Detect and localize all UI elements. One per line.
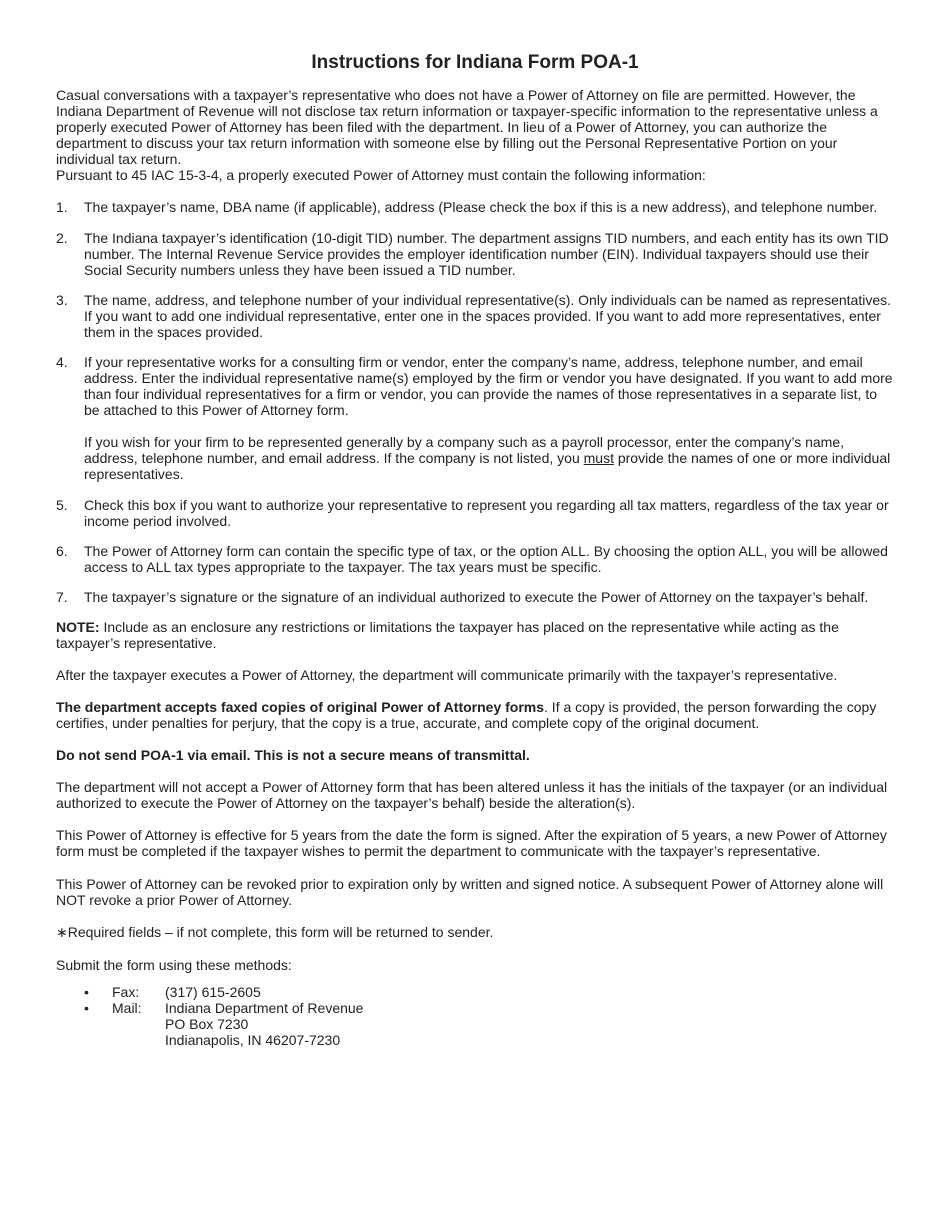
mail-address-line-2: PO Box 7230 [165, 1016, 249, 1032]
mail-address-line-3: Indianapolis, IN 46207-7230 [165, 1032, 341, 1048]
note-label: NOTE: [56, 619, 100, 635]
pursuant-paragraph: Pursuant to 45 IAC 15-3-4, a properly executed Power of Attorney must contain the following information: [56, 167, 706, 183]
note-paragraph: NOTE: Include as an enclosure any restrictions or limitations the taxpayer has placed on the representative while acting as the taxpayer’s representative. [56, 619, 839, 651]
altered-paragraph: The department will not accept a Power of Attorney form that has been altered unless it has the initials of the taxpayer (or an individual authorized to execute the Power of Attorney on the taxpayer’s behalf) beside the alteration(s). [56, 779, 888, 811]
intro-paragraph: Casual conversations with a taxpayer’s representative who does not have a Power of Attorney on file are permitted. However, the Indiana Department of Revenue will not disclose tax return information or taxpayer-specific information to the representative unless a properly executed Power of Attorney has been filed with the department. In lieu of a Power of Attorney, you can authorize the department to discuss your tax return information with someone else by filling out the Personal Representative Portion on your individual tax return. [56, 87, 878, 167]
list-item-4-sub [56, 434, 896, 482]
mail-label: Mail: [112, 1000, 142, 1016]
submit-heading: Submit the form using these methods: [56, 957, 292, 973]
bullet-icon: • [84, 984, 89, 1000]
list-item-5 [56, 497, 896, 529]
list-item-text: The name, address, and telephone number of your individual representative(s). Only individuals can be named as representatives. If you want to add one individual representative, enter one in the spaces provided. If you want to add more representatives, enter them in the spaces provided. [84, 292, 892, 340]
list-item-number: 2. [56, 230, 68, 246]
fax-number: (317) 615-2605 [165, 984, 261, 1000]
list-item-text: If your representative works for a consulting firm or vendor, enter the company’s name, address, telephone number, and email address. Enter the individual representative name(s) employed by the firm or vendor you have designated. If you want to add more than four individual representatives for a firm or vendor, you can provide the names of those representatives in a separate list, to be attached to this Power of Attorney form. [84, 354, 893, 418]
list-item-number: 3. [56, 292, 68, 308]
underlined-must: must [583, 450, 614, 466]
faxed-copies-heading: The department accepts faxed copies of original Power of Attorney forms [56, 699, 545, 715]
list-item-text: The taxpayer’s signature or the signature of an individual authorized to execute the Power of Attorney on the taxpayer’s behalf. [84, 589, 869, 605]
mail-address-line-1: Indiana Department of Revenue [165, 1000, 364, 1016]
after-execution-paragraph: After the taxpayer executes a Power of Attorney, the department will communicate primarily with the taxpayer’s representative. [56, 667, 838, 683]
fax-label: Fax: [112, 984, 140, 1000]
list-item-6 [56, 543, 896, 575]
list-item-text: The taxpayer’s name, DBA name (if applicable), address (Please check the box if this is a new address), and telephone number. [84, 199, 878, 215]
list-item-text: Check this box if you want to authorize your representative to represent you regarding all tax matters, regardless of the tax year or income period involved. [84, 497, 889, 529]
list-item-number: 6. [56, 543, 68, 559]
faxed-copies-paragraph: The department accepts faxed copies of original Power of Attorney forms. If a copy is provided, the person forwarding the copy certifies, under penalties for perjury, that the copy is a true, accurate, and complete copy of the original document. [56, 699, 877, 731]
list-item-text: The Power of Attorney form can contain the specific type of tax, or the option ALL. By choosing the option ALL, you will be allowed access to ALL tax types appropriate to the taxpayer. The tax years must be specific. [84, 543, 888, 575]
list-item-sub-text: If you wish for your firm to be represented generally by a company such as a payroll processor, enter the company’s name, address, telephone number, and email address. If the company is not listed, you must provide the names of one or more individual representatives. [84, 434, 891, 482]
list-item-number: 7. [56, 589, 68, 605]
list-item-number: 1. [56, 199, 68, 215]
list-item-3 [56, 292, 896, 340]
list-item-number: 4. [56, 354, 68, 370]
list-item-4 [56, 354, 896, 418]
list-item-1 [56, 199, 896, 215]
page-title: Instructions for Indiana Form POA-1 [311, 52, 639, 73]
list-item-number: 5. [56, 497, 68, 513]
list-item-text: The Indiana taxpayer’s identification (10-digit TID) number. The department assigns TID numbers, and each entity has its own TID number. The Internal Revenue Service provides the employer identification number (EIN). Individual taxpayers should use their Social Security numbers unless they have been issued a TID number. [84, 230, 889, 278]
list-item-2 [56, 230, 896, 278]
revoked-paragraph: This Power of Attorney can be revoked prior to expiration only by written and signed notice. A subsequent Power of Attorney alone will NOT revoke a prior Power of Attorney. [56, 876, 884, 908]
required-fields-note: ∗Required fields – if not complete, this form will be returned to sender. [56, 924, 494, 940]
list-item-7 [56, 589, 896, 605]
bullet-icon: • [84, 1000, 89, 1016]
no-email-warning: Do not send POA-1 via email. This is not a secure means of transmittal. [56, 747, 530, 763]
effective-paragraph: This Power of Attorney is effective for 5 years from the date the form is signed. After the expiration of 5 years, a new Power of Attorney form must be completed if the taxpayer wishes to permit the department to communicate with the taxpayer’s representative. [56, 827, 887, 859]
